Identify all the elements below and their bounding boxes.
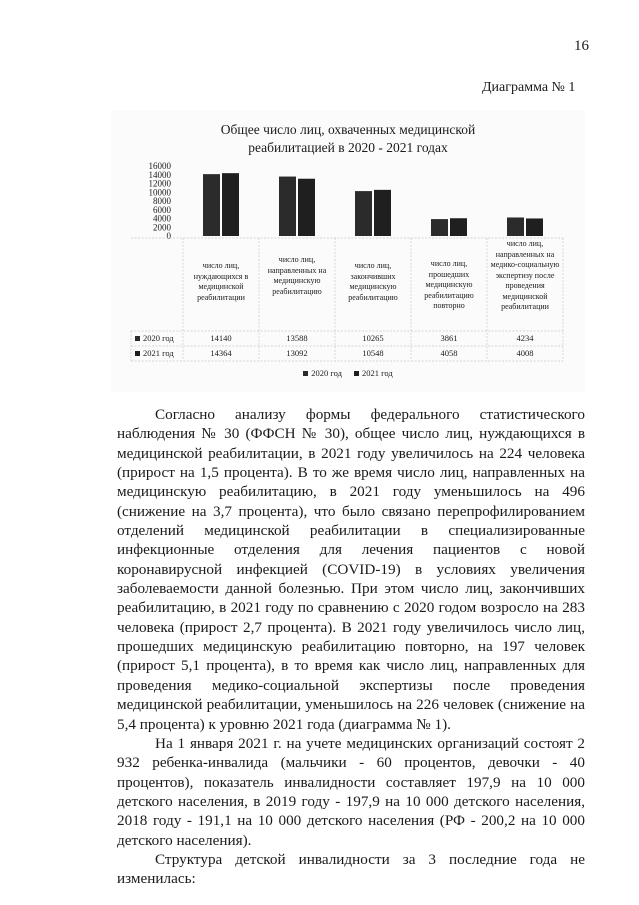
y-tick-label: 0 bbox=[166, 231, 171, 241]
bar-2020 bbox=[431, 219, 448, 236]
category-label: число лиц, нуждающихся в медицинской реабилитации bbox=[193, 261, 249, 302]
legend-label: 2020 год bbox=[311, 368, 342, 378]
paragraph: Согласно анализу формы федерального статистического наблюдения № 30 (ФФСН № 30), общее число лиц, нуждающихся в медицинской реабилитации, в 2021 году увеличилось на 224 человека (прирост на 1,5 процента). В то же время число лиц, направленных на медицинскую реабилитацию, в 2021 году уменьшилось на 496 (снижение на 3,7 процента), что было связано перепрофилированием отделений медицинской реабилитации в специализированные инфекционные отделения для лечения пациентов с новой коронавирусной инфекцией (COVID-19) в условиях увеличения заболеваемости данной болезнью. При этом число лиц, закончивших реабилитацию, в 2021 году по сравнению с 2020 годом возросло на 283 человека (прирост 2,7 процента). В 2021 году увеличилось число лиц, прошедших медицинскую реабилитацию повторно, на 197 человек (прирост 5,1 процента), в то время как число лиц, направленных для проведения медико-социальной экспертизы после проведения медицинской реабилитации, уменьшилось на 226 человек (снижение на 5,4 процента) к уровню 2021 года (диаграмма № 1). bbox=[117, 406, 585, 733]
chart-title-line-2: реабилитацией в 2020 - 2021 годах bbox=[248, 140, 448, 155]
table-row-label: 2021 год bbox=[143, 348, 174, 358]
legend-item-2020 bbox=[303, 368, 342, 378]
bar-2021 bbox=[526, 218, 543, 236]
page-number: 16 bbox=[574, 38, 589, 54]
table-cell: 3861 bbox=[440, 333, 458, 343]
bar-2020 bbox=[279, 177, 296, 236]
legend-swatch-2021 bbox=[354, 371, 359, 376]
category-label: число лиц, закончивших медицинскую реабилитацию bbox=[348, 261, 398, 302]
table-cell: 4008 bbox=[516, 348, 534, 358]
bar-2021 bbox=[222, 173, 239, 236]
table-row-label-2020 bbox=[135, 333, 174, 344]
bar-2021 bbox=[374, 190, 391, 236]
chart-figure bbox=[111, 110, 585, 392]
body-text bbox=[117, 405, 585, 889]
table-cell: 13588 bbox=[286, 333, 308, 343]
chart-legend bbox=[111, 368, 585, 378]
y-tick-label: 6000 bbox=[153, 204, 171, 215]
bar-2021 bbox=[298, 179, 315, 236]
legend-label: 2021 год bbox=[362, 368, 393, 378]
table-cell: 10265 bbox=[362, 333, 384, 343]
y-tick-label: 14000 bbox=[148, 169, 171, 180]
legend-swatch-2020 bbox=[135, 336, 140, 341]
bar-2020 bbox=[507, 217, 524, 236]
paragraph: На 1 января 2021 г. на учете медицинских организаций состоят 2 932 ребенка-инвалида (мальчики - 60 процентов, девочки - 40 процентов), показатель инвалидности составляет 197,9 на 10 000 детского населения, в 2019 году - 197,9 на 10 000 детского населения, 2018 году - 191,1 на 10 000 детского населения (РФ - 200,2 на 10 000 детского населения). bbox=[117, 734, 585, 849]
y-tick-label: 10000 bbox=[148, 187, 171, 198]
y-tick-label: 4000 bbox=[153, 213, 171, 224]
bar-2020 bbox=[355, 191, 372, 236]
table-cell: 10548 bbox=[362, 348, 384, 358]
legend-swatch-2021 bbox=[135, 351, 140, 356]
table-cell: 14364 bbox=[210, 348, 232, 358]
table-row-label: 2020 год bbox=[143, 333, 174, 343]
y-tick-label: 12000 bbox=[148, 178, 171, 189]
bar-2020 bbox=[203, 174, 220, 236]
chart-title-line-1: Общее число лиц, охваченных медицинской bbox=[220, 122, 476, 137]
y-tick-label: 8000 bbox=[153, 196, 171, 206]
table-cell: 13092 bbox=[286, 348, 308, 358]
category-label: число лиц, прошедших медицинскую реабилитацию повторно bbox=[424, 259, 474, 310]
bar-2021 bbox=[450, 218, 467, 236]
diagram-caption: Диаграмма № 1 bbox=[482, 80, 576, 95]
table-cell: 4058 bbox=[440, 348, 458, 358]
y-tick-label: 2000 bbox=[153, 222, 171, 233]
paragraph: Структура детской инвалидности за 3 последние года не изменилась: bbox=[117, 850, 585, 888]
y-tick-label: 16000 bbox=[148, 161, 171, 171]
category-label: число лиц, направленных на медицинскую реабилитацию bbox=[267, 255, 327, 296]
table-row-label-2021 bbox=[135, 348, 174, 359]
category-label: число лиц, направленных на медико-социальную экспертизу после проведения медицинской реабилитации bbox=[490, 239, 560, 311]
legend-item-2021 bbox=[354, 368, 393, 378]
table-cell: 4234 bbox=[516, 333, 534, 343]
table-cell: 14140 bbox=[210, 333, 232, 343]
legend-swatch-2020 bbox=[303, 371, 308, 376]
